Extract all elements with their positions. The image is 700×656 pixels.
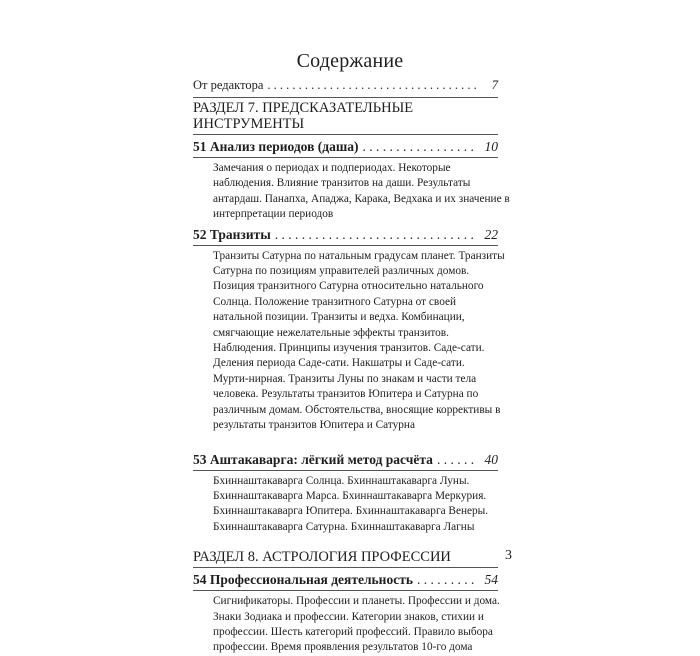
divider	[193, 590, 498, 591]
chapter-title: 53 Аштакаварга: лёгкий метод расчёта	[193, 451, 433, 467]
dot-leader	[267, 78, 476, 93]
description-line: натальной позиции. Транзиты и ведха. Комбинации,	[213, 311, 465, 324]
toc-entry-label: От редактора	[193, 78, 264, 92]
description-line: Знаки Зодиака и профессии. Категории знаков, стихии и	[213, 610, 484, 623]
description-line: Бхиннаштакаварга Юпитера. Бхиннаштакаварга Венеры.	[213, 505, 489, 518]
dot-leader	[437, 452, 476, 468]
chapter-page: 40	[484, 451, 498, 467]
chapter-page: 10	[484, 139, 498, 154]
description-line: Деления периода Саде-сати. Накшатры и Саде-сати.	[213, 357, 465, 370]
description-line: Бхиннаштакаварга Марса. Бхиннаштакаварга Меркурия.	[213, 489, 487, 502]
description-line: Сатурна по позициям управителей различных домов.	[213, 265, 470, 278]
description-line: Замечания о периодах и подпериодах. Некоторые	[213, 162, 451, 174]
dot-leader	[362, 139, 476, 155]
description-line: Позиция транзитного Сатурна относительно натального	[213, 280, 484, 293]
chapter-title: 52 Транзиты	[193, 226, 271, 242]
description-line: Бхиннаштакаварга Сатурна. Бхиннаштакаварга Лагны	[213, 520, 475, 533]
toc-entry-editor[interactable]	[193, 78, 498, 96]
chapter-page: 54	[484, 572, 498, 588]
toc-chapter-51[interactable]	[193, 139, 498, 157]
table-of-contents	[193, 78, 510, 656]
chapter-title: 54 Профессиональная деятельность	[193, 572, 413, 588]
description-line: Сигнификаторы. Профессии и планеты. Профессии и дома.	[213, 595, 500, 608]
description-line: Мурти-нирная. Транзиты Луны по знакам и части тела	[213, 372, 477, 385]
toc-chapter-54[interactable]	[193, 572, 498, 590]
dot-leader	[275, 227, 476, 243]
description-line: Транзиты Сатурна по натальным градусам планет. Транзиты	[213, 249, 505, 262]
page-title: Содержание	[296, 50, 404, 72]
section-heading-line: ИНСТРУМЕНТЫ	[193, 116, 305, 132]
description-line: Бхиннаштакаварга Солнца. Бхиннаштакаварга Луны.	[213, 474, 470, 487]
divider	[193, 97, 498, 98]
description-line: человека. Результаты транзитов Юпитера и Сатурна по	[213, 388, 479, 401]
section-heading-line: РАЗДЕЛ 8. АСТРОЛОГИЯ ПРОФЕССИИ	[193, 549, 451, 566]
section-heading-line: РАЗДЕЛ 7. ПРЕДСКАЗАТЕЛЬНЫЕ	[193, 100, 414, 116]
chapter-title: 51 Анализ периодов (даша)	[193, 139, 359, 154]
divider	[193, 134, 498, 135]
description-line: Наблюдения. Принципы изучения транзитов. Саде-сати.	[213, 342, 485, 355]
toc-chapter-52[interactable]	[193, 227, 498, 245]
toc-chapter-53[interactable]	[193, 452, 498, 470]
chapter-description	[213, 161, 510, 223]
description-line: профессии. Время проявления результатов 10-го дома	[213, 641, 473, 654]
toc-entry-page: 7	[491, 78, 498, 92]
chapter-page: 22	[484, 226, 498, 242]
divider	[193, 245, 498, 246]
spacer	[193, 535, 498, 549]
description-line: профессии. Шесть категорий профессий. Правило выбора	[213, 625, 493, 638]
dot-leader	[417, 572, 476, 588]
chapter-description	[213, 249, 505, 434]
description-line: Солнца. Положение транзитного Сатурна от своей	[213, 295, 457, 308]
description-line: смягчающие нежелательные эффекты транзитов.	[213, 326, 449, 339]
section-heading-8	[193, 549, 498, 565]
divider	[193, 157, 498, 158]
description-line: результаты транзитов Юпитера и Сатурна	[213, 419, 415, 432]
page-number: 3	[505, 548, 512, 563]
description-line: различным домам. Обстоятельства, вносящие коррективы в	[213, 403, 501, 416]
spacer	[193, 434, 498, 448]
description-line: наблюдения. Влияние транзитов на даши. Результаты	[213, 177, 471, 190]
chapter-description	[213, 594, 498, 656]
description-line: интерпретации периодов	[213, 208, 334, 221]
chapter-description	[213, 474, 498, 536]
divider	[193, 567, 498, 568]
section-heading-7	[193, 100, 498, 132]
description-line: антардаш. Панапха, Ападжа, Карака, Ведхака и их значение в	[213, 192, 510, 205]
divider	[193, 470, 498, 471]
